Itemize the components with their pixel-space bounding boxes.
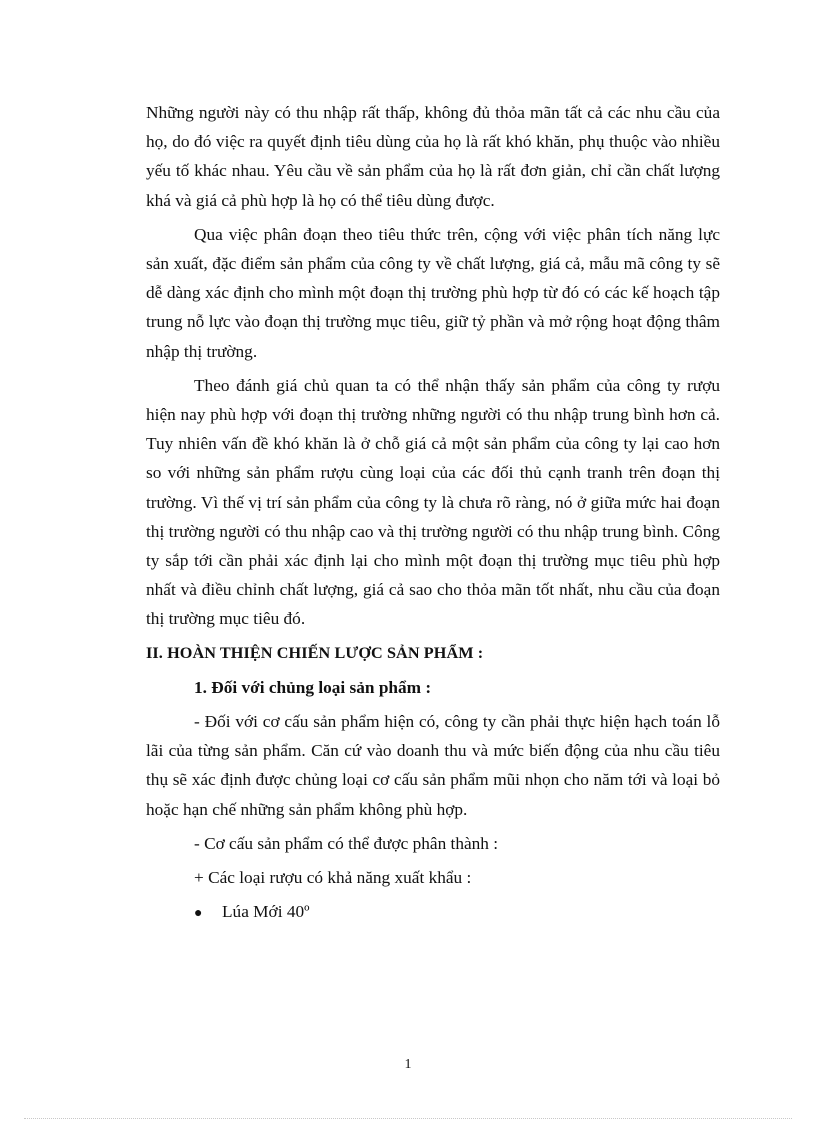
paragraph-4: - Đối với cơ cấu sản phẩm hiện có, công ty cần phải thực hiện hạch toán lỗ lãi của từng sản phẩm. Căn cứ vào doanh thu và mức biến động của nhu cầu tiêu thụ sẽ xác định được chủng loại cơ cấu sản phẩm mũi nhọn cho năm tới và loại bỏ hoặc hạn chế những sản phẩm không phù hợp. <box>146 712 720 819</box>
paragraph-3: Theo đánh giá chủ quan ta có thể nhận thấy sản phẩm của công ty rượu hiện nay phù hợp với đoạn thị trường những người có thu nhập trung bình hơn cả. Tuy nhiên vấn đề khó khăn là ở chỗ giá cả một sản phẩm của công ty lại cao hơn so với những sản phẩm rượu cùng loại của các đối thủ cạnh tranh trên đoạn thị trường. Vì thế vị trí sản phẩm của công ty là chưa rõ ràng, nó ở giữa mức hai đoạn thị trường người có thu nhập cao và thị trường người có thu nhập trung bình. Công ty sắp tới cần phải xác định lại cho mình một đoạn thị trường mục tiêu phù hợp nhất và điều chỉnh chất lượng, giá cả sao cho thỏa mãn tốt nhất, nhu cầu của đoạn thị trường mục tiêu đó. <box>146 375 720 629</box>
bullet-icon: ● <box>194 906 203 922</box>
section-heading: II. HOÀN THIỆN CHIẾN LƯỢC SẢN PHẨM : <box>146 643 484 662</box>
page-bottom-divider <box>24 1118 792 1119</box>
list-intro-line: - Cơ cấu sản phẩm có thể được phân thành : <box>194 833 499 853</box>
paragraph-2: Qua việc phân đoạn theo tiêu thức trên, cộng với việc phân tích năng lực sản xuất, đặc điểm sản phẩm của công ty về chất lượng, giá cả, mẫu mã công ty sẽ dễ dàng xác định cho mình một đoạn thị trường phù hợp từ đó có các kế hoạch tập trung nỗ lực vào đoạn thị trường mục tiêu, giữ tỷ phần và mở rộng hoạt động thâm nhập thị trường. <box>146 224 720 361</box>
document-body <box>146 98 720 933</box>
paragraph-1: Những người này có thu nhập rất thấp, không đủ thỏa mãn tất cả các nhu cầu của họ, do đó việc ra quyết định tiêu dùng của họ là rất khó khăn, phụ thuộc vào nhiều yếu tố khác nhau. Yêu cầu về sản phẩm của họ là rất đơn giản, chỉ cần chất lượng khá và giá cả phù hợp là họ có thể tiêu dùng được. <box>146 103 720 210</box>
subsection-heading: 1. Đối với chủng loại sản phẩm : <box>194 677 432 697</box>
list-item-label: Lúa Mới 40º <box>222 902 310 922</box>
list-item <box>146 897 720 928</box>
page-number: 1 <box>404 1057 412 1072</box>
list-subheading-line: + Các loại rượu có khả năng xuất khẩu : <box>194 868 472 888</box>
